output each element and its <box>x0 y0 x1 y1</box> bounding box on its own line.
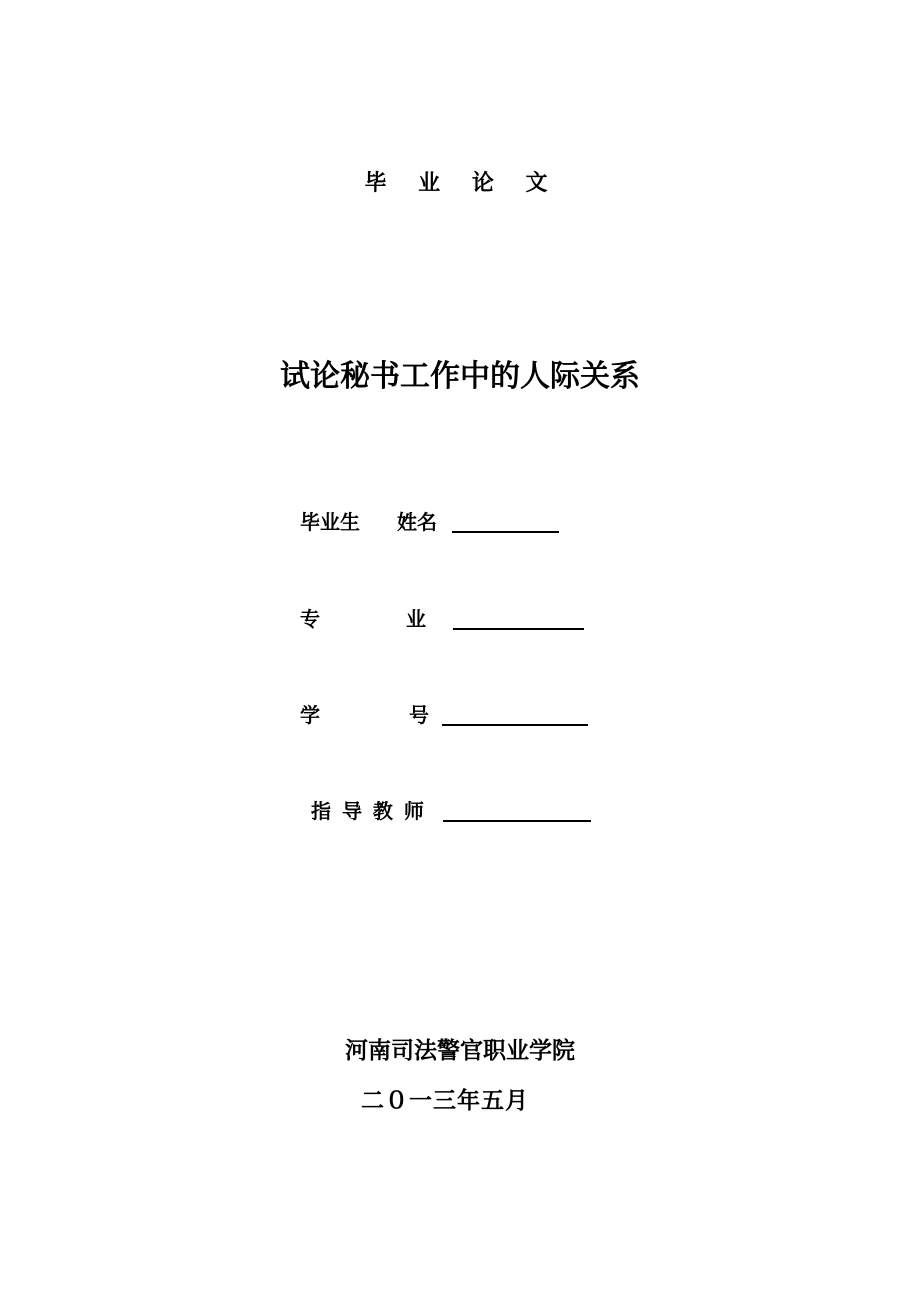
id-label-left: 学 <box>300 703 320 727</box>
id-underline <box>442 724 588 726</box>
name-underline <box>452 531 559 533</box>
document-type-heading: 毕 业 论 文 <box>364 171 560 196</box>
thesis-title: 试论秘书工作中的人际关系 <box>280 359 640 394</box>
major-label-left: 专 <box>300 607 320 631</box>
advisor-underline <box>443 820 591 822</box>
school-name: 河南司法警官职业学院 <box>345 1038 575 1064</box>
major-underline <box>453 628 584 630</box>
name-label: 姓名 <box>397 510 437 534</box>
advisor-label: 指 导 教 师 <box>311 799 426 823</box>
submission-date: 二０一三年五月 <box>361 1088 529 1114</box>
major-label-right: 业 <box>406 607 426 631</box>
student-prefix-label: 毕业生 <box>300 510 360 534</box>
id-label-right: 号 <box>409 703 429 727</box>
